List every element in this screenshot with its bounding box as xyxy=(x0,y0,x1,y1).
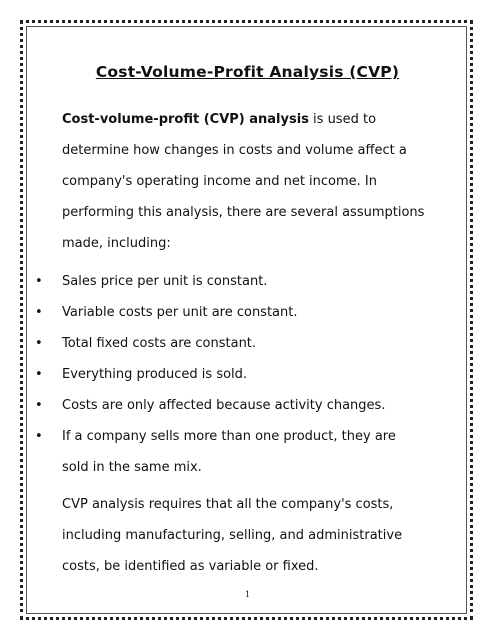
list-item: • If a company sells more than one product, they are sold in the same mix. xyxy=(0,421,412,483)
bullet-icon: • xyxy=(35,367,43,382)
bullet-icon: • xyxy=(35,336,43,351)
page-number: 1 xyxy=(244,590,251,599)
bullet-icon: • xyxy=(35,398,43,413)
list-item: • Variable costs per unit are constant. xyxy=(0,297,440,328)
closing-paragraph: CVP analysis requires that all the company's costs, including manufacturing, selling, and administrative costs, be identified as variable or fixed. xyxy=(62,497,403,574)
bullet-icon: • xyxy=(35,305,43,320)
list-item: • Total fixed costs are constant. xyxy=(0,328,440,359)
list-item: • Sales price per unit is constant. xyxy=(0,266,440,297)
list-item: • Costs are only affected because activity changes. xyxy=(0,390,440,421)
intro-lead-term: Cost-volume-profit (CVP) analysis xyxy=(62,112,309,127)
intro-text: is used to determine how changes in costs and volume affect a company's operating income and net income. In performing this analysis, there are several assumptions made, including: xyxy=(62,112,425,251)
intro-paragraph xyxy=(62,104,427,259)
assumptions-list xyxy=(0,266,440,483)
bullet-icon: • xyxy=(35,429,43,444)
list-item: • Everything produced is sold. xyxy=(0,359,440,390)
bullet-icon: • xyxy=(35,274,43,289)
page-title: Cost-Volume-Profit Analysis (CVP) xyxy=(95,63,400,81)
